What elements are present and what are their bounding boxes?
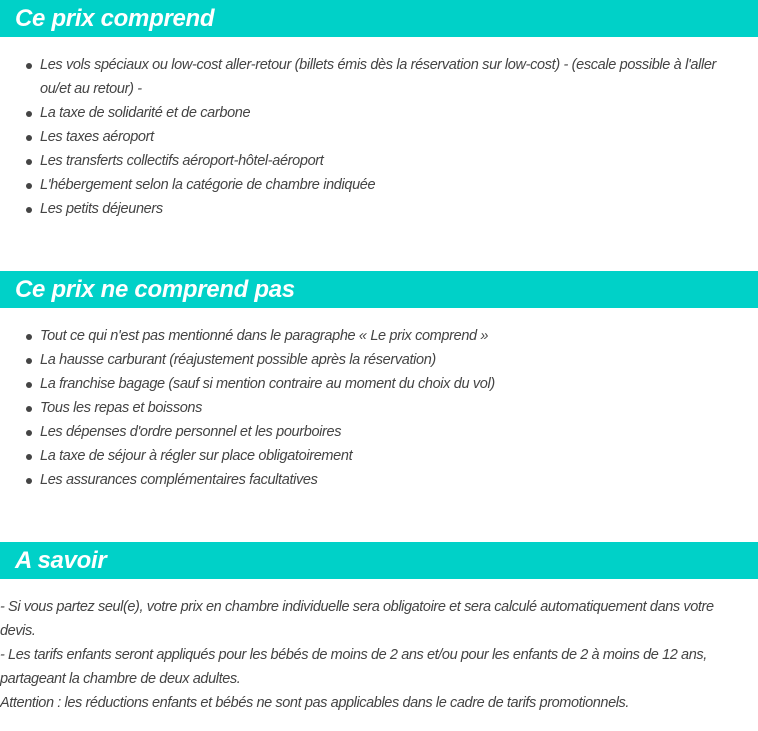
excluded-list: [0, 324, 758, 492]
section-title: Ce prix ne comprend pas: [0, 271, 758, 308]
notes-block: [0, 595, 758, 715]
section-title: A savoir: [0, 542, 758, 579]
list-item: Tous les repas et boissons: [40, 396, 758, 420]
list-item: L'hébergement selon la catégorie de chambre indiquée: [40, 173, 758, 197]
list-item: Tout ce qui n'est pas mentionné dans le paragraphe « Le prix comprend »: [40, 324, 758, 348]
section-good-to-know: [0, 542, 758, 715]
section-price-excludes: [0, 271, 758, 492]
note-paragraph: - Les tarifs enfants seront appliqués pour les bébés de moins de 2 ans et/ou pour les enfants de 2 à moins de 12 ans, partageant la chambre de deux adultes.: [0, 647, 707, 687]
list-item: Les assurances complémentaires facultatives: [40, 468, 758, 492]
list-item: Les taxes aéroport: [40, 125, 758, 149]
note-paragraph: Attention : les réductions enfants et bébés ne sont pas applicables dans le cadre de tarifs promotionnels.: [0, 695, 630, 711]
list-item: Les vols spéciaux ou low-cost aller-retour (billets émis dès la réservation sur low-cost) - (escale possible à l'aller ou/et au retour) -: [40, 53, 758, 101]
section-price-includes: [0, 0, 758, 221]
list-item: La franchise bagage (sauf si mention contraire au moment du choix du vol): [40, 372, 758, 396]
list-item: Les transferts collectifs aéroport-hôtel-aéroport: [40, 149, 758, 173]
list-item: La hausse carburant (réajustement possible après la réservation): [40, 348, 758, 372]
section-title: Ce prix comprend: [0, 0, 758, 37]
list-item: La taxe de solidarité et de carbone: [40, 101, 758, 125]
list-item: Les dépenses d'ordre personnel et les pourboires: [40, 420, 758, 444]
included-list: [0, 53, 758, 221]
note-paragraph: - Si vous partez seul(e), votre prix en chambre individuelle sera obligatoire et sera calculé automatiquement dans votre devis.: [0, 599, 714, 639]
list-item: La taxe de séjour à régler sur place obligatoirement: [40, 444, 758, 468]
list-item: Les petits déjeuners: [40, 197, 758, 221]
